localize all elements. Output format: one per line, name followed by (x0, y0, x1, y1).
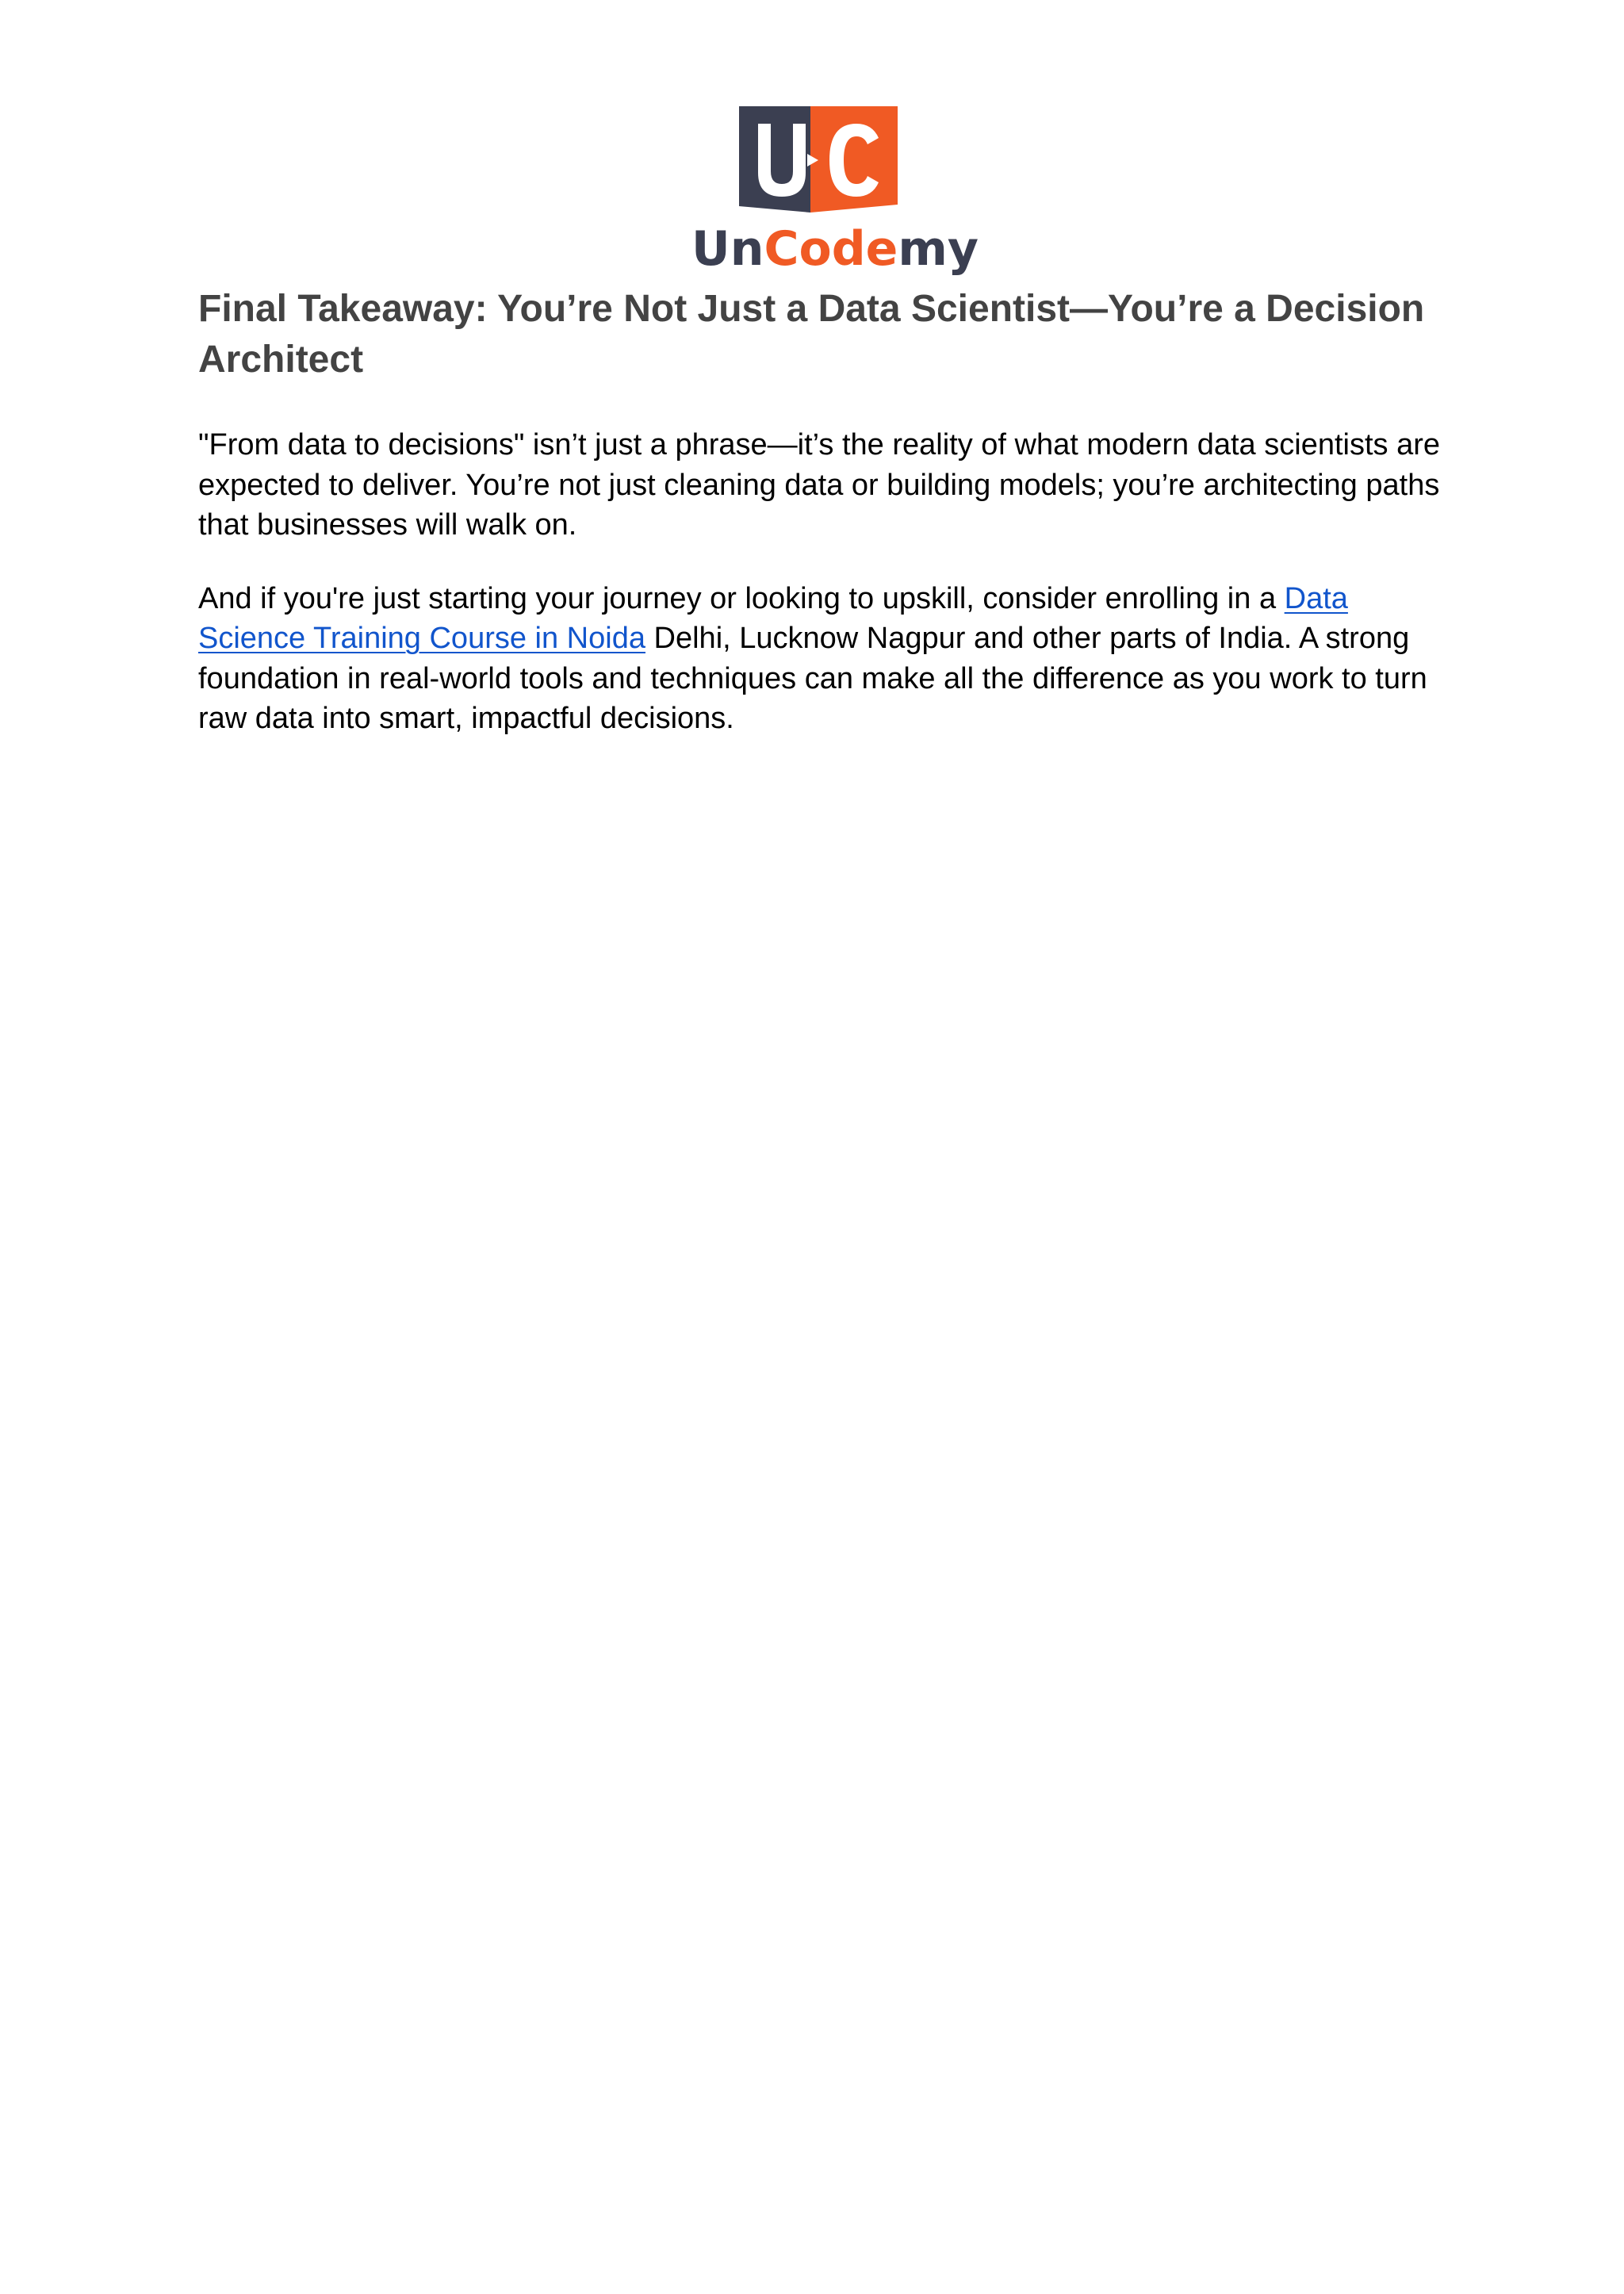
document-body (198, 284, 1443, 772)
paragraph-course-text-before: And if you're just starting your journey or looking to upskill, consider enrolling in a (198, 581, 1285, 615)
course-link[interactable]: Data Science Training Course in Noida (198, 581, 1348, 655)
paragraph-course (198, 579, 1443, 739)
section-heading: Final Takeaway: You’re Not Just a Data Scientist—You’re a Decision Architect (198, 288, 1425, 381)
uncodemy-logo (691, 106, 979, 277)
paragraph-course-text-after: Delhi, Lucknow Nagpur and other parts of India. A strong foundation in real-world tools and techniques can make all the difference as you work to turn raw data into smart, impactful decisions. (198, 622, 1427, 735)
logo-wordmark: UnCodemy (691, 221, 979, 277)
logo-graphic (691, 106, 979, 277)
paragraph-intro: "From data to decisions" isn’t just a phrase—it’s the reality of what modern data scientists are expected to deliver. You’re not just cleaning data or building models; you’re architecting paths that businesses will walk on. (198, 428, 1440, 542)
